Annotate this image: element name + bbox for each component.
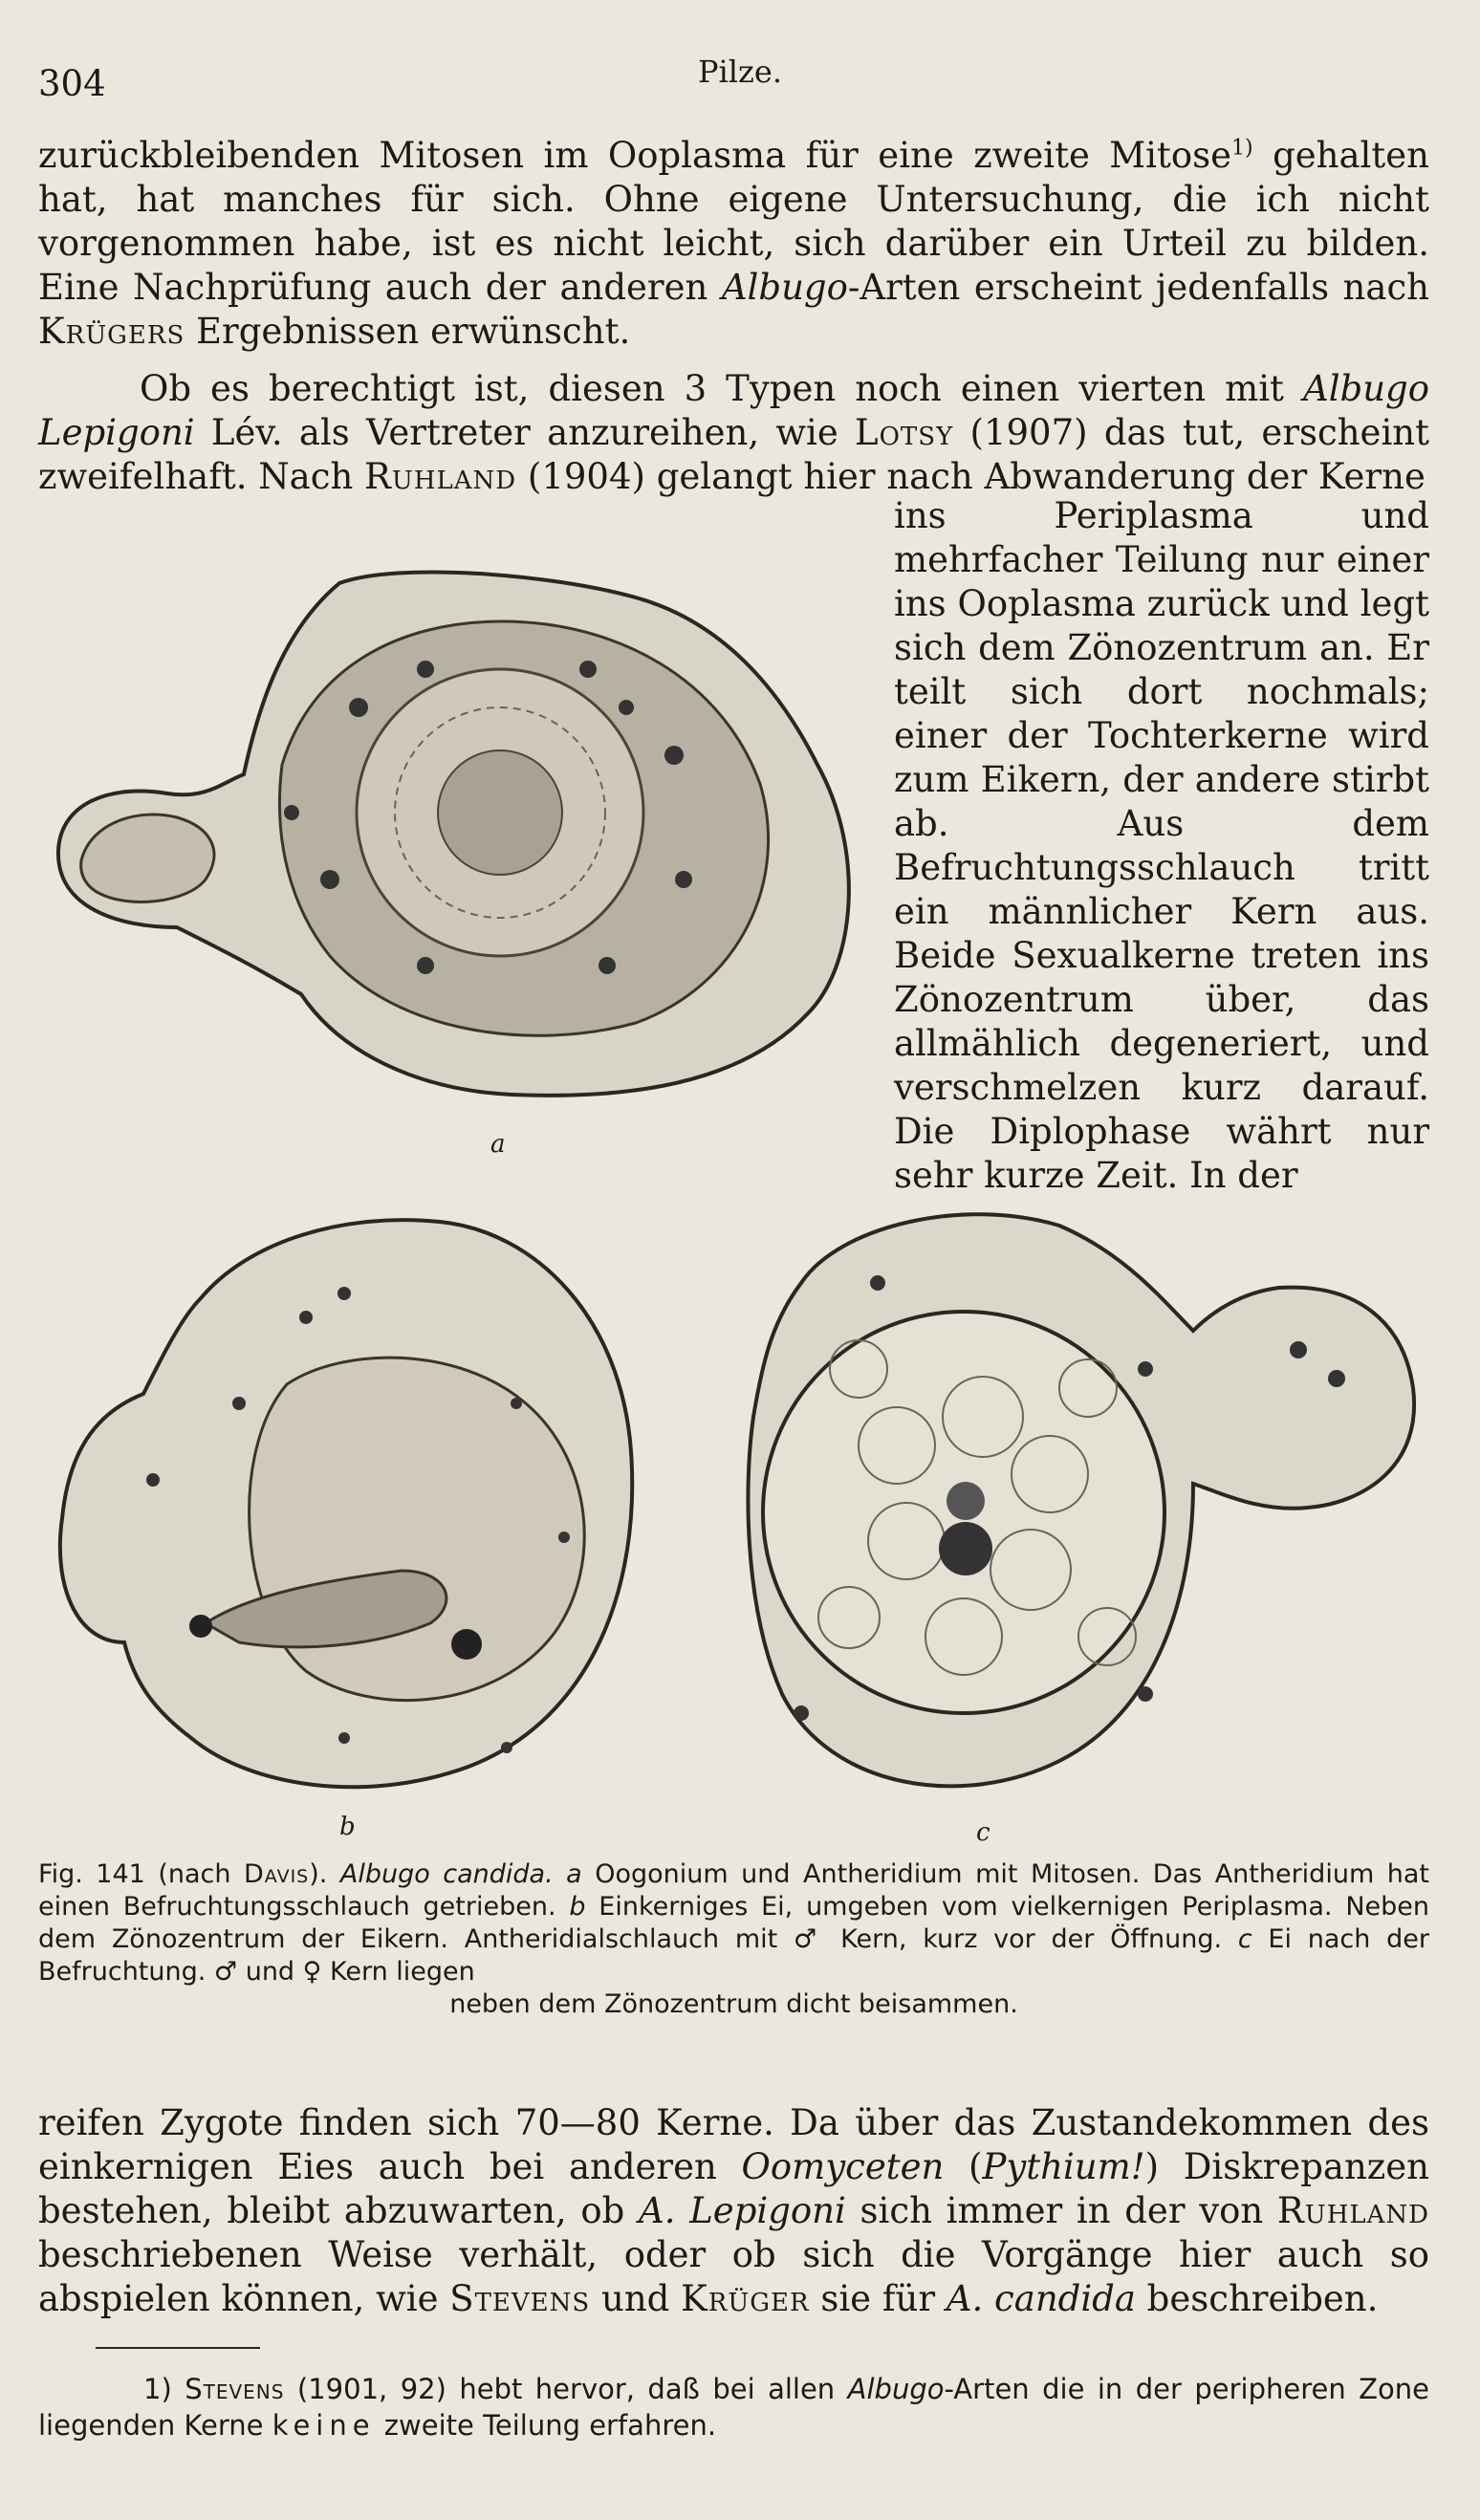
figure-a-drawing: [53, 564, 865, 1109]
figure-b-label: b: [339, 1813, 356, 1841]
figure-a: [53, 564, 865, 1159]
paragraph-3: reifen Zygote finden sich 70—80 Kerne. Da über das Zustandekommen des einkernigen Eies auch bei anderen Oomyceten (Pythium!) Diskrepanzen bestehen, bleibt abzuwarten, ob A. Lepigoni sich immer in der von Ruhland beschriebenen Weise verhält, oder ob sich die Vorgänge hier auch so abspielen können, wie Stevens und Krüger sie für A. candida beschreiben.: [38, 2102, 1430, 2319]
paragraph-1: zurückbleibenden Mitosen im Ooplasma für eine zweite Mitose$^{1)}$ gehalten hat, hat manches für sich. Ohne eigene Untersuchung, die ich nicht vorgenommen habe, ist es nicht leicht, sich darüber ein Urteil zu bilden. Eine Nachprüfung auch der anderen Albugo-Arten erscheint jedenfalls nach Krügers Ergebnissen erwünscht.: [38, 135, 1430, 352]
figure-a-label: a: [490, 1130, 506, 1159]
figure-c: [744, 1197, 1423, 1847]
running-title: Pilze.: [698, 54, 782, 90]
footnote-rule: [96, 2347, 260, 2349]
figure-c-drawing: [744, 1197, 1423, 1801]
figure-b: [57, 1203, 641, 1841]
footnote-reference: 1): [1231, 136, 1253, 161]
page-number: 304: [38, 63, 106, 104]
figure-caption: Fig. 141 (nach Davis). Albugo candida. a Oogonium und Antheridium mit Mitosen. Das Antheridium hat einen Befruchtungsschlauch getrieben. b Einkerniges Ei, umgeben vom vielkernigen Periplasma. Neben dem Zönozentrum der Eikern. Antheridialschlauch mit ♂ Kern, kurz vor der Öffnung. c Ei nach der Befruchtung. ♂ und ♀ Kern liegen neben dem Zönozentrum dicht beisammen.: [38, 1859, 1429, 2019]
figure-c-label: c: [976, 1818, 990, 1847]
footnote: 1) Stevens (1901, 92) hebt hervor, daß bei allen Albugo-Arten die in der peripheren Zone liegenden Kerne keine zweite Teilung erfahren.: [38, 2373, 1430, 2442]
figure-b-drawing: [57, 1203, 641, 1795]
paragraph-2-wrapped-text: ins Periplasma und mehrfacher Teilung nur einer ins Ooplasma zurück und legt sich dem Zönozentrum an. Er teilt sich dort nochmals; einer der Tochterkerne wird zum Eikern, der andere stirbt ab. Aus dem Befruchtungsschlauch tritt ein männlicher Kern aus. Beide Sexualkerne treten ins Zönozentrum über, das allmählich degeneriert, und verschmelzen kurz darauf. Die Diplophase währt nur sehr kurze Zeit. In der: [894, 495, 1429, 1196]
paragraph-2: Ob es berechtigt ist, diesen 3 Typen noch einen vierten mit Albugo Lepigoni Lév. als Vertreter anzureihen, wie Lotsy (1907) das tut, erscheint zweifelhaft. Nach Ruhland (1904) gelangt hier nach Abwanderung der Kerne: [38, 368, 1429, 497]
